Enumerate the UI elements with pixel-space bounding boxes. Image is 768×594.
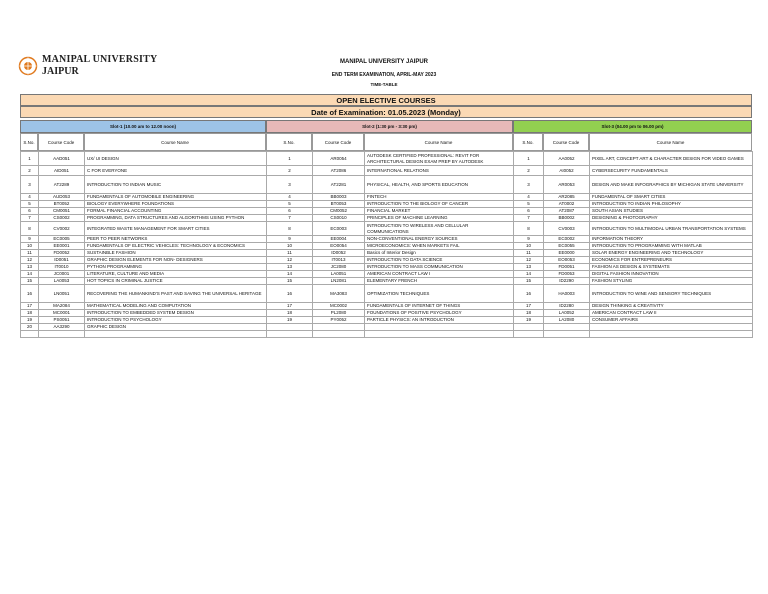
slot-3-table-row <box>514 194 753 201</box>
slot-1-table-row <box>21 208 267 215</box>
slot-2-table-row <box>267 271 514 278</box>
slot-2-name-cell <box>365 324 514 331</box>
slot-1-table <box>20 151 267 338</box>
slot-1-name-cell: INTEGRATED WASTE MANAGEMENT FOR SMART CITIES <box>85 222 267 236</box>
slot-2-sno-cell: 17 <box>267 303 313 310</box>
slot-3-table-row <box>514 310 753 317</box>
slot-2-code-header: Course Code <box>312 133 364 151</box>
slot-1-table-row <box>21 222 267 236</box>
slot-1-sno-cell: 19 <box>21 317 39 324</box>
slot-3-sno-cell: 19 <box>514 317 544 324</box>
slot-3-sno-cell: 16 <box>514 285 544 303</box>
slot-3-name-cell: DESIGN THINKING & CREATIVITY <box>590 303 753 310</box>
slot-1-name-cell: GRAPHIC DESIGN <box>85 324 267 331</box>
slot-2-name-cell <box>365 331 514 338</box>
slot-3-sno-cell: 5 <box>514 201 544 208</box>
slot-1-table-row <box>21 250 267 257</box>
slot-3-code-cell: FD0053 <box>544 271 590 278</box>
slot-3-sno-cell <box>514 324 544 331</box>
slot-3-name-cell: FASHION STYLING <box>590 278 753 285</box>
slot-2-table-row <box>267 152 514 166</box>
slot-2-sno-cell: 12 <box>267 257 313 264</box>
slot-1-name-header: Course Name <box>84 133 266 151</box>
slot-2-code-cell: PY0052 <box>313 317 365 324</box>
slot-2-table-row <box>267 278 514 285</box>
slot-1-table-row <box>21 176 267 194</box>
slot-2-sno-cell: 2 <box>267 166 313 176</box>
slot-3-code-cell: AI0052 <box>544 166 590 176</box>
slot-3-sno-cell: 17 <box>514 303 544 310</box>
slot-3-code-cell: HA0003 <box>544 285 590 303</box>
slot-2-name-cell: INTERNATIONAL RELATIONS <box>365 166 514 176</box>
slot-1-name-cell: C FOR EVERYONE <box>85 166 267 176</box>
slot-2-name-cell: PHYSICAL, HEALTH, AND SPORTS EDUCATION <box>365 176 514 194</box>
slot-1-name-cell: FUNDAMENTALS OF AUTOMOBILE ENGINEERING <box>85 194 267 201</box>
slot-3-sno-cell: 15 <box>514 278 544 285</box>
slot-3-code-cell: AT0002 <box>544 201 590 208</box>
slot-3-code-cell: AA0052 <box>544 152 590 166</box>
slot-1-table-row <box>21 271 267 278</box>
slot-1-sno-cell: 14 <box>21 271 39 278</box>
slot-1-sno-cell: 16 <box>21 285 39 303</box>
slot-1-code-cell: PS0051 <box>39 317 85 324</box>
slot-1-code-cell <box>39 331 85 338</box>
slot-2-table-row <box>267 324 514 331</box>
slot-2-code-cell <box>313 324 365 331</box>
slot-3-name-cell: CYBERSECURITY FUNDAMENTALS <box>590 166 753 176</box>
slot-1-table-row <box>21 264 267 271</box>
slot-2-name-cell: PARTICLE PHYSICS: AN INTRODUCTION <box>365 317 514 324</box>
slot-2-code-cell: AT2086 <box>313 166 365 176</box>
exam-date-heading: Date of Examination: 01.05.2023 (Monday) <box>20 106 752 118</box>
slot-2-name-cell: AMERICAN CONTRACT LAW I <box>365 271 514 278</box>
slot-3-code-cell: EE0000 <box>544 250 590 257</box>
slot-2-table-row <box>267 264 514 271</box>
slot-2-table-row <box>267 236 514 243</box>
slot-1-name-cell: PYTHON PROGRAMMING <box>85 264 267 271</box>
slot-1-name-cell: UX/ UI DESIGN <box>85 152 267 166</box>
slot-3-sno-cell: 9 <box>514 236 544 243</box>
slot-3-code-cell: EC0002 <box>544 236 590 243</box>
slot-3-name-cell: CONSUMER AFFAIRS <box>590 317 753 324</box>
slot-1-sno-cell: 13 <box>21 264 39 271</box>
slot-3-name-cell: PIXEL ART, CONCEPT ART & CHARACTER DESIGN FOR VIDEO GAMES <box>590 152 753 166</box>
slot-2-code-cell: IT0013 <box>313 257 365 264</box>
slot-2-name-cell: FINTECH <box>365 194 514 201</box>
slot-1-sno-cell: 7 <box>21 215 39 222</box>
logo-city-name: JAIPUR <box>42 66 79 77</box>
slot-2-sno-cell: 3 <box>267 176 313 194</box>
slot-2-sno-cell: 19 <box>267 317 313 324</box>
slot-1-code-cell: JC0001 <box>39 271 85 278</box>
slot-1-name-cell: GRAPHIC DESIGN ELEMENTS FOR NON- DESIGNERS <box>85 257 267 264</box>
slot-2-code-cell: EE0004 <box>313 236 365 243</box>
slot-2-code-cell: EC0003 <box>313 222 365 236</box>
slot-3-code-cell <box>544 331 590 338</box>
slot-1-name-cell: FUNDAMENTALS OF ELECTRIC VEHICLES: TECHNOLOGY & ECONOMICS <box>85 243 267 250</box>
slot-3-name-cell: AMERICAN CONTRACT LAW II <box>590 310 753 317</box>
slot-1-name-cell: INTRODUCTION TO PSYCHOLOGY <box>85 317 267 324</box>
slot-3-sno-cell: 18 <box>514 310 544 317</box>
slot-3-code-cell: FD0051 <box>544 264 590 271</box>
slot-1-name-cell: RECOVERING THE HUMANKIND'S PAST AND SAVING THE UNIVERSAL HERITAGE <box>85 285 267 303</box>
slot-1-table-row <box>21 236 267 243</box>
slot-1-name-cell: LITERATURE, CULTURE AND MEDIA <box>85 271 267 278</box>
slot-1-table-row <box>21 285 267 303</box>
slot-1-code-cell: AUD053 <box>39 194 85 201</box>
slot-1-sno-cell: 9 <box>21 236 39 243</box>
slot-1-name-cell: FORMAL FINANCIAL ACCOUNTING <box>85 208 267 215</box>
slot-3-table-row <box>514 324 753 331</box>
slot-3-table-row <box>514 317 753 324</box>
slot-3-sno-cell: 11 <box>514 250 544 257</box>
slot-1-sno-cell <box>21 331 39 338</box>
slot-1-table-row <box>21 317 267 324</box>
slot-2-sno-cell: 14 <box>267 271 313 278</box>
logo-university-name: MANIPAL UNIVERSITY <box>42 54 158 65</box>
slot-2-name-cell: INTRODUCTION TO DATA SCIENCE <box>365 257 514 264</box>
slot-1-table-row <box>21 278 267 285</box>
slot-2-name-cell: INTRODUCTION TO MASS COMMUNICATION <box>365 264 514 271</box>
slot-1-table-row <box>21 166 267 176</box>
slot-2-table-row <box>267 331 514 338</box>
slot-2-table-row <box>267 222 514 236</box>
slot-2-code-cell: BT0053 <box>313 201 365 208</box>
slot-3-name-cell: ECONOMICS FOR ENTREPRENEURS <box>590 257 753 264</box>
slot-2-code-cell <box>313 331 365 338</box>
slot-1-sno-cell: 10 <box>21 243 39 250</box>
slot-1-table-row <box>21 201 267 208</box>
slot-2-name-cell: FUNDAMENTALS OF INTERNET OF THINGS <box>365 303 514 310</box>
slot-1-name-cell: MATHEMATICAL MODELING AND COMPUTATION <box>85 303 267 310</box>
slot-1-code-cell: IT0010 <box>39 264 85 271</box>
slot-3-code-cell: ID2290 <box>544 278 590 285</box>
slot-2-table-row <box>267 201 514 208</box>
slot-3-sno-cell: 1 <box>514 152 544 166</box>
slot-1-code-cell: LN0051 <box>39 285 85 303</box>
slot-1-code-cell: LA0053 <box>39 278 85 285</box>
slot-2-code-cell: PL2080 <box>313 310 365 317</box>
slot-1-sno-header: S.No. <box>20 133 38 151</box>
slot-2-code-cell: CM0052 <box>313 208 365 215</box>
slot-1-sno-cell: 11 <box>21 250 39 257</box>
slot-1-code-cell: EE0001 <box>39 243 85 250</box>
slot-3-table-row <box>514 303 753 310</box>
slot-2-sno-cell: 1 <box>267 152 313 166</box>
slot-2-table-row <box>267 243 514 250</box>
slot-1-name-cell: PEER TO PEER NETWORKS <box>85 236 267 243</box>
slot-2-sno-cell: 8 <box>267 222 313 236</box>
slot-2-name-cell: FOUNDATIONS OF POSITIVE PSYCHOLOGY <box>365 310 514 317</box>
slot-2-code-cell: EO0054 <box>313 243 365 250</box>
slot-2-code-cell: ID0052 <box>313 250 365 257</box>
slot-2-code-cell: CS0010 <box>313 215 365 222</box>
slot-3-name-cell: SOLAR ENERGY ENGINEERING AND TECHNOLOGY <box>590 250 753 257</box>
slot-1-name-cell: BIOLOGY EVERYWHERE FOUNDATIONS <box>85 201 267 208</box>
slot-1-name-cell <box>85 331 267 338</box>
slot-1-code-cell: AAD051 <box>39 152 85 166</box>
slot-1-code-cell: AID051 <box>39 166 85 176</box>
slot-1-code-cell: MA2084 <box>39 303 85 310</box>
slot-2-sno-cell: 10 <box>267 243 313 250</box>
slot-2-code-cell: BB0003 <box>313 194 365 201</box>
slot-2-table-row <box>267 257 514 264</box>
slot-2-code-cell: AT2281 <box>313 176 365 194</box>
slot-2-sno-cell: 13 <box>267 264 313 271</box>
slot-2-sno-cell <box>267 331 313 338</box>
slot-3-name-cell: INTRODUCTION TO PROGRAMMING WITH MATLAB <box>590 243 753 250</box>
slot-3-table-row <box>514 257 753 264</box>
slot-3-name-cell: INTRODUCTION TO WINE AND SENSORY TECHNIQUES <box>590 285 753 303</box>
slot-2-sno-cell: 7 <box>267 215 313 222</box>
slot-1-code-cell: FD0052 <box>39 250 85 257</box>
slot-1-code-cell: AA3290 <box>39 324 85 331</box>
slot-3-name-cell: INTRODUCTION TO MULTIMODAL URBAN TRANSPORTATION SYSTEMS <box>590 222 753 236</box>
slot-2-name-cell: MICROECONOMICS: WHEN MARKETS FAIL <box>365 243 514 250</box>
elective-heading: OPEN ELECTIVE COURSES <box>20 94 752 106</box>
slot-3-table-row <box>514 201 753 208</box>
exam-title: END TERM EXAMINATION, APRIL-MAY 2023 <box>331 72 437 78</box>
slot-1-name-cell: SUSTAINBLE FASHION <box>85 250 267 257</box>
slot-2-name-cell: AUTODESK CERTIFIED PROFESSIONAL: REVIT FOR ARCHITECTURAL DESIGN EXAM PREP BY AUTODESK <box>365 152 514 166</box>
slot-2-name-header: Course Name <box>364 133 513 151</box>
slot-2-table-row <box>267 285 514 303</box>
slot-2-table-row <box>267 215 514 222</box>
slot-3-code-cell: LA2080 <box>544 317 590 324</box>
timetable-title: TIME-TABLE <box>370 82 398 87</box>
slot-1-code-header: Course Code <box>38 133 84 151</box>
slot-1-sno-cell: 8 <box>21 222 39 236</box>
slot-2-table-row <box>267 310 514 317</box>
slot-3-name-cell <box>590 331 753 338</box>
slot-1-sno-cell: 18 <box>21 310 39 317</box>
slot-2-table-row <box>267 194 514 201</box>
slot-2-name-cell: INTRODUCTION TO WIRELESS AND CELLULAR COMMUNICATIONS <box>365 222 514 236</box>
slot-3-sno-cell: 7 <box>514 215 544 222</box>
slot-1-table-row <box>21 331 267 338</box>
slot-3-sno-header: S.No. <box>513 133 543 151</box>
slot-1-header: Slot-1 (10.00 am to 12.00 noon) <box>20 120 266 133</box>
slot-2-name-cell: INTRODUCTION TO THE BIOLOGY OF CANCER <box>365 201 514 208</box>
slot-2-name-cell: NON-CONVENTIONAL ENERGY SOURCES <box>365 236 514 243</box>
slot-3-header: Slot-3 (04.00 pm to 06.00 pm) <box>513 120 752 133</box>
slot-1-name-cell: INTRODUCTION TO EMBEDDED SYSTEM DESIGN <box>85 310 267 317</box>
slot-3-table-row <box>514 166 753 176</box>
slot-2-sno-cell: 6 <box>267 208 313 215</box>
university-title: MANIPAL UNIVERSITY JAIPUR <box>339 59 428 65</box>
slot-1-sno-cell: 15 <box>21 278 39 285</box>
slot-3-code-cell: EO0053 <box>544 257 590 264</box>
slot-1-table-row <box>21 303 267 310</box>
slot-2-table-row <box>267 317 514 324</box>
slot-3-table-row <box>514 243 753 250</box>
slot-1-table-row <box>21 324 267 331</box>
slot-1-code-cell: MC0001 <box>39 310 85 317</box>
slot-1-table-row <box>21 194 267 201</box>
slot-1-code-cell: CV0002 <box>39 222 85 236</box>
slot-2-sno-cell: 5 <box>267 201 313 208</box>
slot-3-table <box>513 151 753 338</box>
slot-3-code-cell: AR2085 <box>544 194 590 201</box>
slot-2-table-row <box>267 250 514 257</box>
slot-3-name-cell: INTRODUCTION TO INDIAN PHILOSOPHY <box>590 201 753 208</box>
slot-2-code-cell: MC0002 <box>313 303 365 310</box>
slot-3-sno-cell <box>514 331 544 338</box>
slot-2-sno-cell: 11 <box>267 250 313 257</box>
slot-1-sno-cell: 3 <box>21 176 39 194</box>
slot-3-code-cell: EC0055 <box>544 243 590 250</box>
slot-1-table-row <box>21 215 267 222</box>
slot-1-sno-cell: 2 <box>21 166 39 176</box>
slot-1-table-row <box>21 243 267 250</box>
slot-1-sno-cell: 12 <box>21 257 39 264</box>
slot-1-sno-cell: 6 <box>21 208 39 215</box>
slot-2-code-cell: LN2081 <box>313 278 365 285</box>
slot-1-name-cell: PROGRAMMING, DATA STRUCTURES AND ALGORITHMS USING PYTHON <box>85 215 267 222</box>
slot-3-name-cell: FASHION AS DESIGN & SYSTEMATS <box>590 264 753 271</box>
slot-3-code-cell <box>544 324 590 331</box>
slot-3-table-row <box>514 278 753 285</box>
slot-3-sno-cell: 12 <box>514 257 544 264</box>
slot-1-table-row <box>21 257 267 264</box>
slot-2-name-cell: Basics of Interior Design <box>365 250 514 257</box>
slot-1-code-cell: EC0005 <box>39 236 85 243</box>
slot-3-sno-cell: 2 <box>514 166 544 176</box>
slot-3-sno-cell: 8 <box>514 222 544 236</box>
slot-3-table-row <box>514 250 753 257</box>
slot-3-table-row <box>514 152 753 166</box>
slot-2-sno-cell <box>267 324 313 331</box>
slot-2-sno-cell: 16 <box>267 285 313 303</box>
slot-3-code-cell: CV0003 <box>544 222 590 236</box>
slot-2-table-row <box>267 303 514 310</box>
slot-1-code-cell: ID0051 <box>39 257 85 264</box>
slot-3-code-header: Course Code <box>543 133 589 151</box>
slot-1-name-cell: HOT TOPICS IN CRIMINAL JUSTICE <box>85 278 267 285</box>
slot-1-code-cell: CS0002 <box>39 215 85 222</box>
slot-3-name-cell <box>590 324 753 331</box>
slot-3-name-cell: INFORMATION THEORY <box>590 236 753 243</box>
slot-3-table-row <box>514 222 753 236</box>
slot-3-sno-cell: 6 <box>514 208 544 215</box>
slot-1-name-cell: INTRODUCTION TO INDIAN MUSIC <box>85 176 267 194</box>
slot-2-sno-cell: 15 <box>267 278 313 285</box>
slot-2-table-row <box>267 166 514 176</box>
slot-1-sno-cell: 1 <box>21 152 39 166</box>
slot-3-sno-cell: 3 <box>514 176 544 194</box>
slot-3-table-row <box>514 208 753 215</box>
slot-3-table-row <box>514 285 753 303</box>
slot-3-sno-cell: 10 <box>514 243 544 250</box>
slot-3-name-cell: DESIGN AND MAKE INFOGRAPHICS BY MICHIGAN STATE UNIVERSITY <box>590 176 753 194</box>
slot-3-name-header: Course Name <box>589 133 752 151</box>
slot-3-table-row <box>514 176 753 194</box>
slot-2-table-row <box>267 208 514 215</box>
slot-3-table-row <box>514 215 753 222</box>
slot-3-code-cell: LA0052 <box>544 310 590 317</box>
slot-2-sno-cell: 4 <box>267 194 313 201</box>
slot-3-code-cell: ID2280 <box>544 303 590 310</box>
slot-2-sno-cell: 18 <box>267 310 313 317</box>
slot-3-table-row <box>514 264 753 271</box>
slot-2-code-cell: LA0051 <box>313 271 365 278</box>
slot-2-header: Slot-2 (1:30 pm - 3:30 pm) <box>266 120 513 133</box>
slot-3-code-cell: AT2087 <box>544 208 590 215</box>
slot-3-table-row <box>514 271 753 278</box>
slot-1-table-row <box>21 310 267 317</box>
slot-2-sno-cell: 9 <box>267 236 313 243</box>
slot-2-code-cell: MA3083 <box>313 285 365 303</box>
slot-1-sno-cell: 5 <box>21 201 39 208</box>
slot-1-sno-cell: 17 <box>21 303 39 310</box>
slot-3-sno-cell: 13 <box>514 264 544 271</box>
slot-2-sno-header: S.No. <box>266 133 312 151</box>
slot-3-code-cell: AR0053 <box>544 176 590 194</box>
slot-3-sno-cell: 14 <box>514 271 544 278</box>
slot-2-name-cell: PRINCIPLES OF MACHINE LEARNING <box>365 215 514 222</box>
slot-1-code-cell: CM0051 <box>39 208 85 215</box>
slot-1-sno-cell: 4 <box>21 194 39 201</box>
slot-2-name-cell: ELEMENTARY FRENCH <box>365 278 514 285</box>
slot-3-table-row <box>514 236 753 243</box>
slot-3-name-cell: SOUTH ASIAN STUDIES <box>590 208 753 215</box>
slot-2-table-row <box>267 176 514 194</box>
slot-3-name-cell: DESIGNING & PHOTOGRAPHY <box>590 215 753 222</box>
slot-3-name-cell: FUNDAMENTAL OF SMART CITIES <box>590 194 753 201</box>
slot-3-code-cell: BB0002 <box>544 215 590 222</box>
slot-2-name-cell: FINANCIAL MARKET <box>365 208 514 215</box>
slot-1-code-cell: BT0052 <box>39 201 85 208</box>
slot-2-code-cell: AR0054 <box>313 152 365 166</box>
slot-2-code-cell: JC2080 <box>313 264 365 271</box>
slot-2-table <box>266 151 514 338</box>
slot-1-code-cell: AT2289 <box>39 176 85 194</box>
slot-3-name-cell: DIGITAL FASHION INNOVATION <box>590 271 753 278</box>
slot-1-sno-cell: 20 <box>21 324 39 331</box>
slot-3-sno-cell: 4 <box>514 194 544 201</box>
slot-3-table-row <box>514 331 753 338</box>
slot-1-table-row <box>21 152 267 166</box>
slot-2-name-cell: OPTIMIZATION TECHNIQUES <box>365 285 514 303</box>
